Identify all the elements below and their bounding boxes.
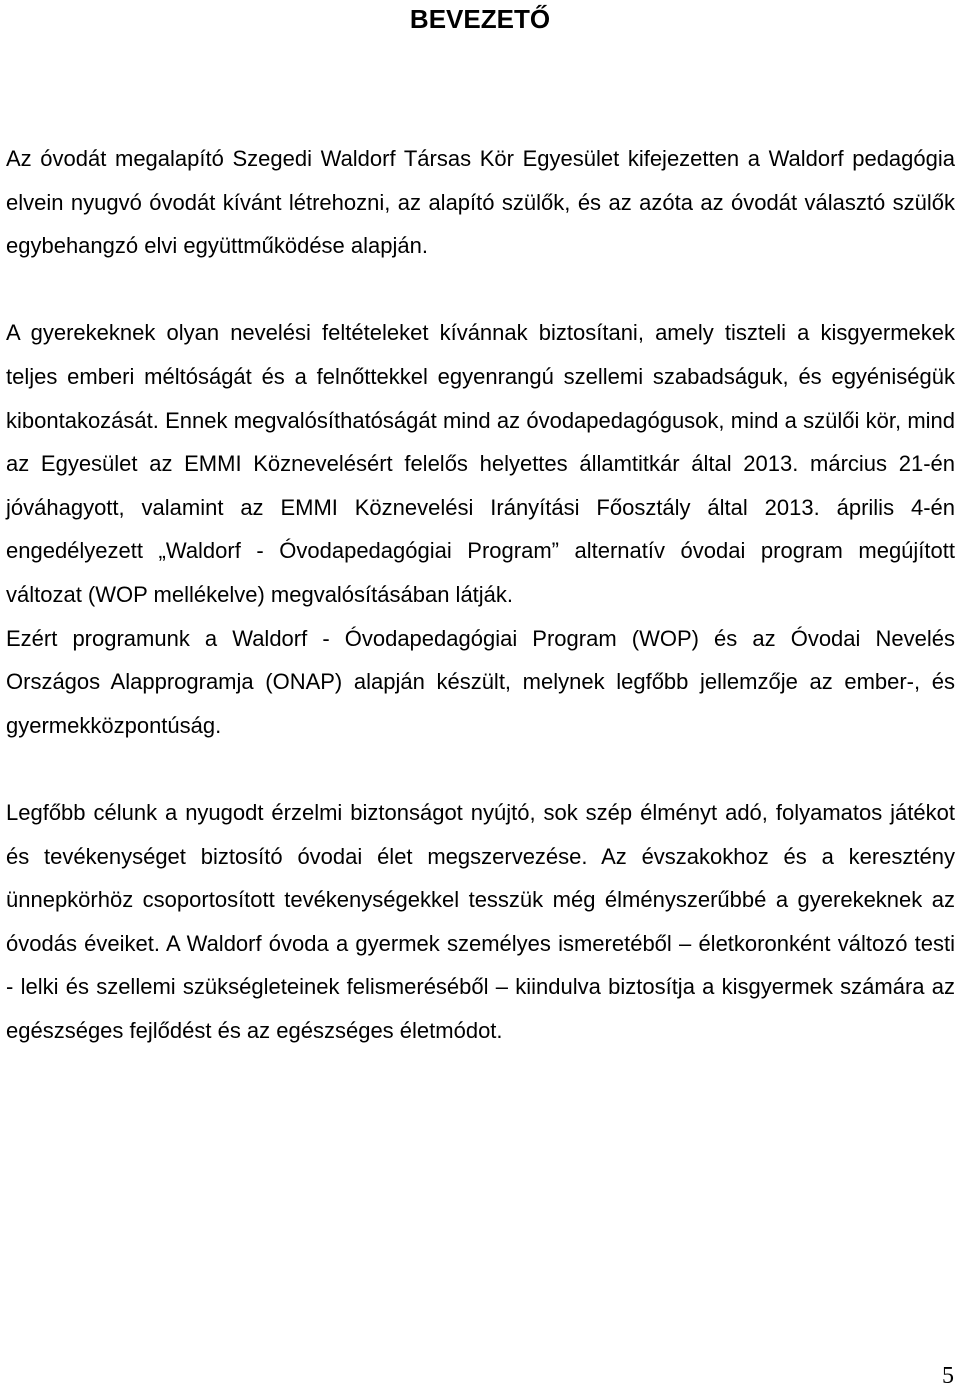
page-number: 5	[942, 1363, 954, 1389]
body-text	[6, 137, 955, 1052]
paragraph-goals: Legfőbb célunk a nyugodt érzelmi biztonságot nyújtó, sok szép élményt adó, folyamatos játékot és tevékenységet biztosító óvodai élet megszervezése. Az évszakokhoz és a keresztény ünnepkörhöz csoportosított tevékenységekkel tesszük még élményszerűbbé a gyerekeknek az óvodás éveiket. A Waldorf óvoda a gyermek személyes ismeretéből – életkoronként változó testi - lelki és szellemi szükségleteinek felismeréséből – kiindulva biztosítja a kisgyermek számára az egészséges fejlődést és az egészséges életmódot.	[6, 799, 955, 1043]
paragraph-conditions: A gyerekeknek olyan nevelési feltételeket kívánnak biztosítani, amely tiszteli a kisgyermekek teljes emberi méltóságát és a felnőttekkel egyenrangú szellemi szabadságuk, és egyéniségük kibontakozását. Ennek megvalósíthatóságát mind az óvodapedagógusok, mind a szülői kör, mind az Egyesület az EMMI Köznevelésért felelős helyettes államtitkár által 2013. március 21-én jóváhagyott, valamint az EMMI Köznevelési Irányítási Főosztály által 2013. április 4-én engedélyezett „Waldorf - Óvodapedagógiai Program” alternatív óvodai program megújított változat (WOP mellékelve) megvalósításában látják.	[6, 320, 955, 607]
paragraph-spacer	[6, 268, 955, 312]
paragraph-spacer	[6, 747, 955, 791]
page-title: BEVEZETŐ	[409, 4, 551, 34]
paragraph-intro: Az óvodát megalapító Szegedi Waldorf Társas Kör Egyesület kifejezetten a Waldorf pedagógia elvein nyugvó óvodát kívánt létrehozni, az alapító szülők, és az azóta az óvodát választó szülők egybehangzó elvi együttműködése alapján.	[6, 146, 955, 259]
paragraph-program: Ezért programunk a Waldorf - Óvodapedagógiai Program (WOP) és az Óvodai Nevelés Országos Alapprogramja (ONAP) alapján készült, melynek legfőbb jellemzője az ember-, és gyermekközpontúság.	[6, 625, 955, 738]
